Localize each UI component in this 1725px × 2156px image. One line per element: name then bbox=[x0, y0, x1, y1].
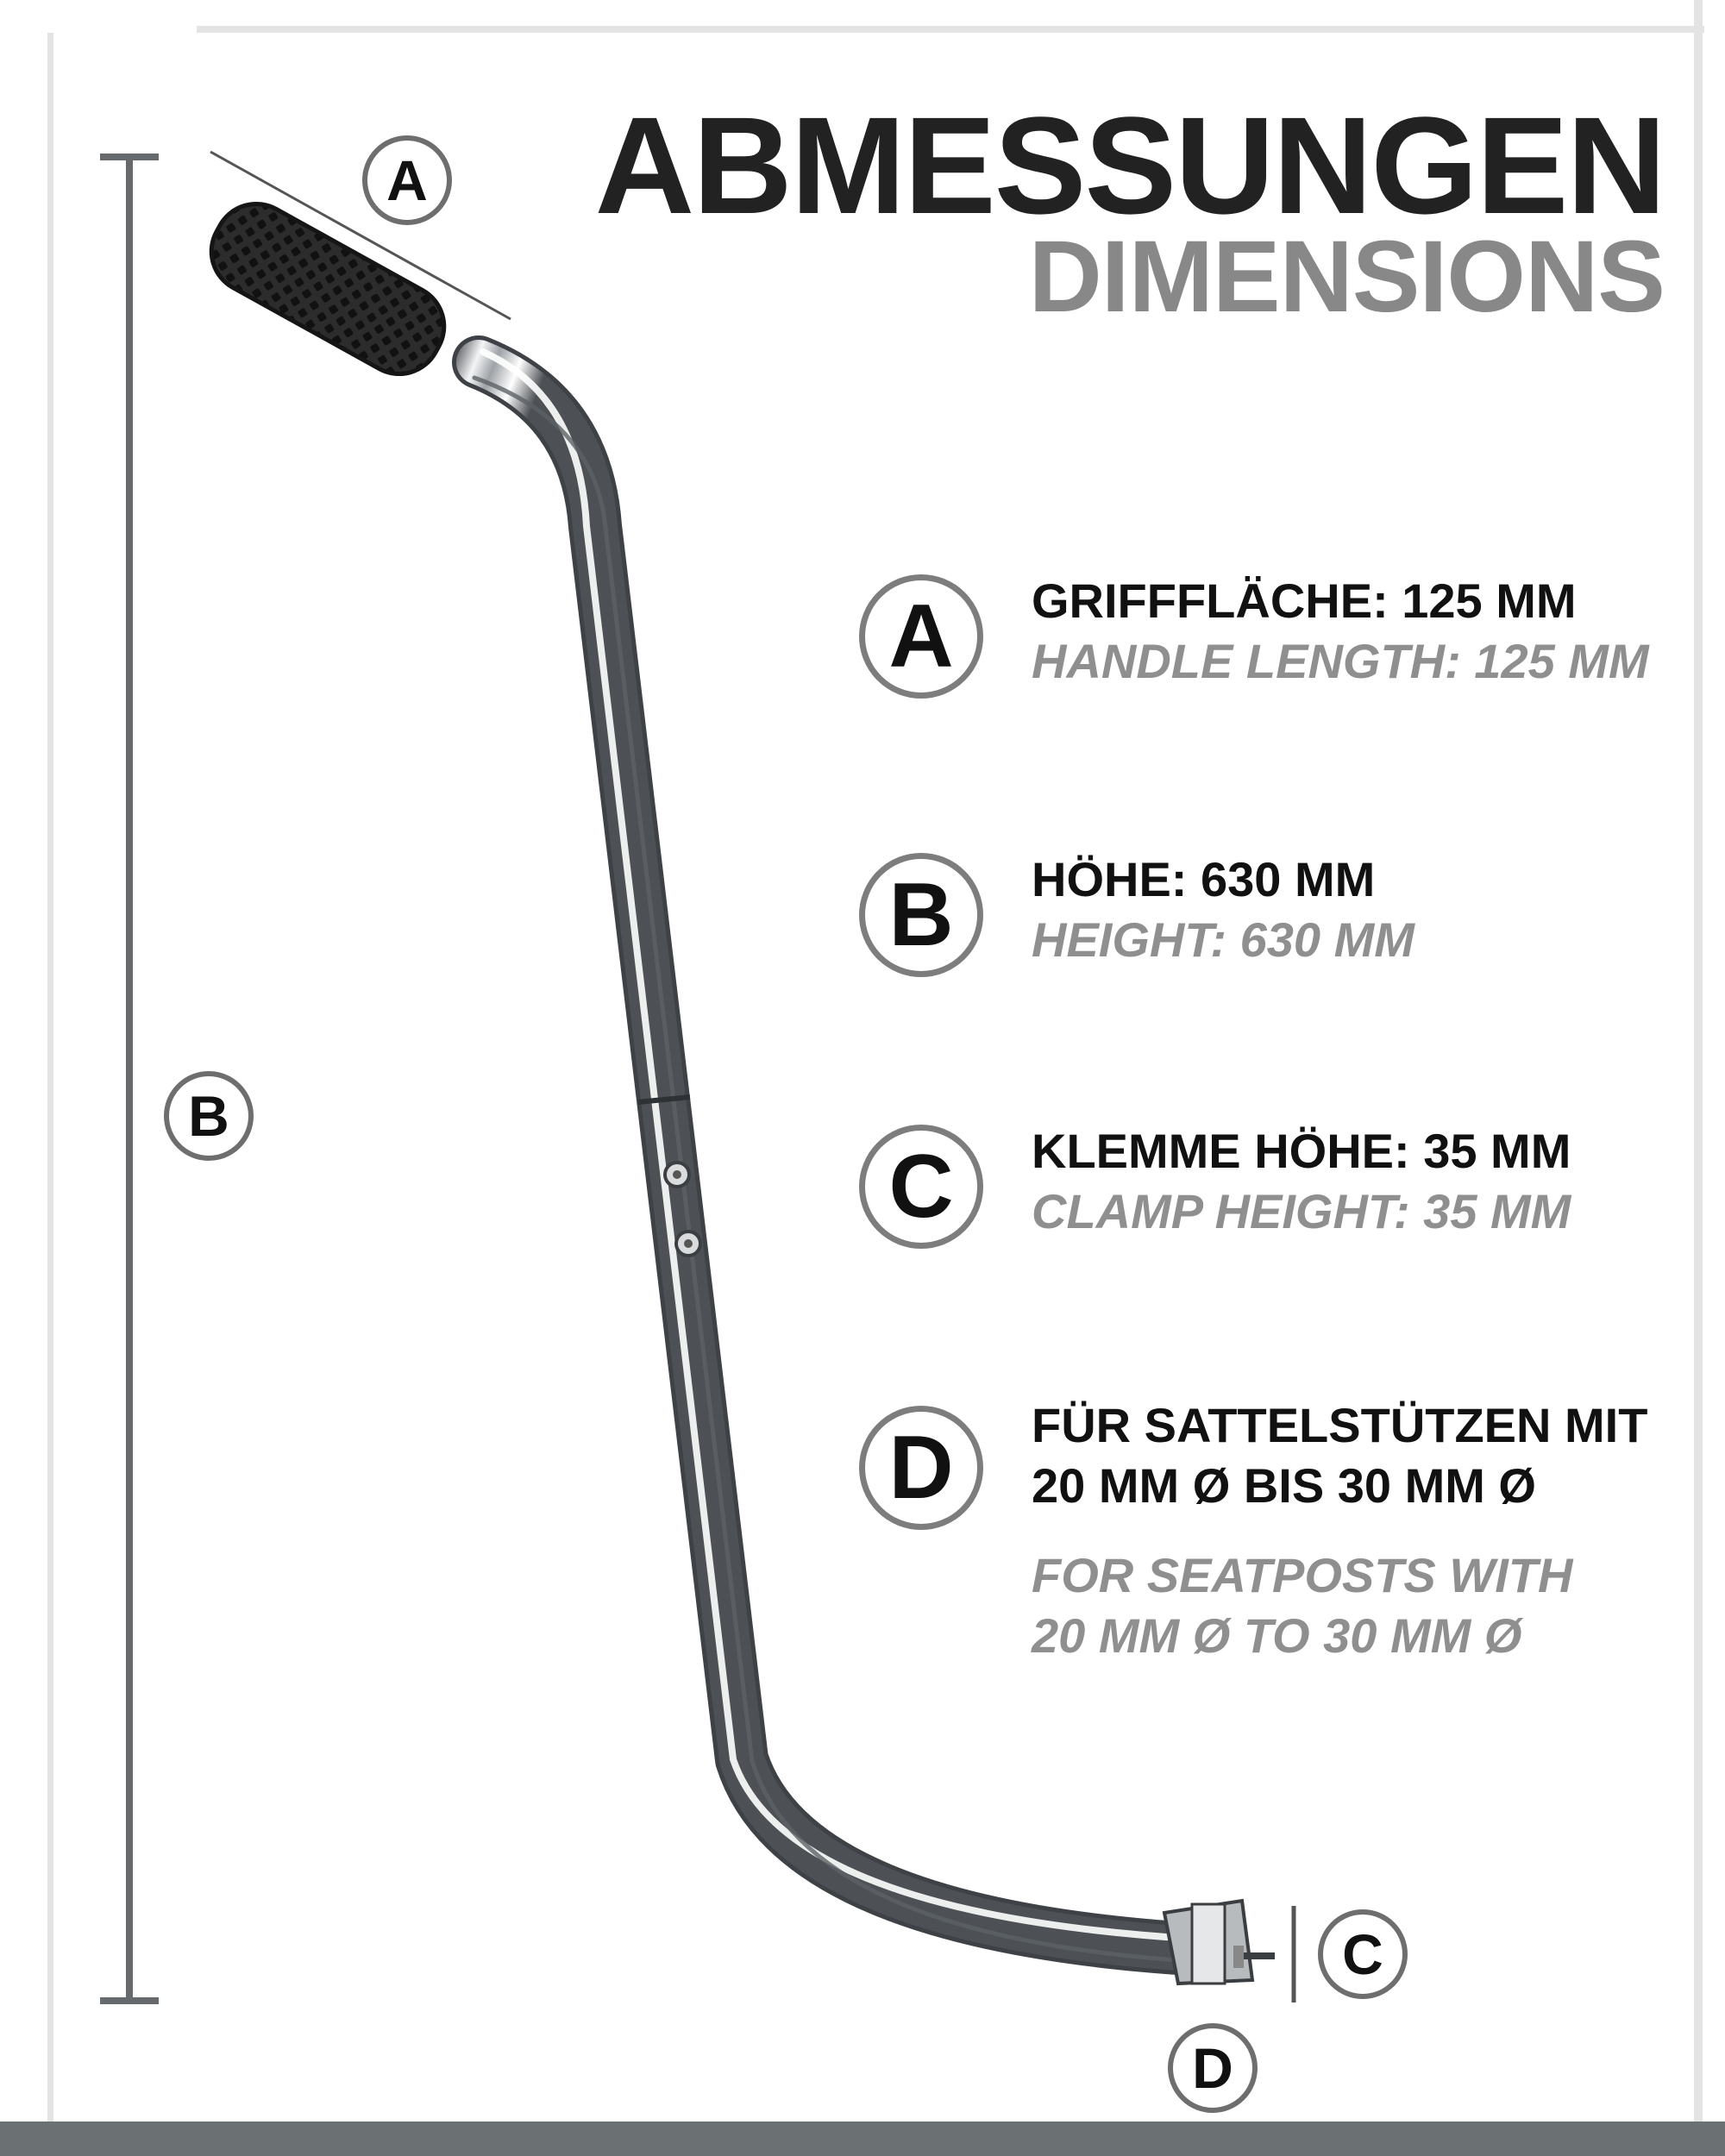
title-english: DIMENSIONS bbox=[1028, 220, 1665, 334]
spec-c-text bbox=[1032, 1121, 1571, 1242]
spec-b-german: HÖHE: 630 MM bbox=[1032, 852, 1376, 906]
spec-b-text bbox=[1032, 849, 1414, 970]
seatpost-clamp bbox=[1164, 1901, 1275, 1984]
spec-a-badge: A bbox=[859, 574, 983, 699]
spec-d-german-line1: FÜR SATTELSTÜTZEN MIT bbox=[1032, 1398, 1648, 1452]
marker-d: D bbox=[1168, 2023, 1258, 2113]
spec-b-badge: B bbox=[859, 853, 983, 977]
spec-a-text bbox=[1032, 571, 1649, 692]
spec-d-english-line2: 20 MM Ø TO 30 MM Ø bbox=[1032, 1608, 1522, 1663]
spec-a-english: HANDLE LENGTH: 125 MM bbox=[1032, 634, 1649, 688]
bottom-bar bbox=[0, 2122, 1725, 2156]
spec-a-german: GRIFFFLÄCHE: 125 MM bbox=[1032, 573, 1577, 628]
spec-c-german: KLEMME HÖHE: 35 MM bbox=[1032, 1124, 1571, 1178]
spec-c-badge: C bbox=[859, 1125, 983, 1249]
title-german: ABMESSUNGEN bbox=[594, 88, 1665, 242]
spec-d-badge: D bbox=[859, 1406, 983, 1530]
marker-a: A bbox=[362, 135, 452, 225]
spec-b-english: HEIGHT: 630 MM bbox=[1032, 912, 1414, 967]
marker-b: B bbox=[164, 1071, 254, 1161]
spec-d-english-line1: FOR SEATPOSTS WITH bbox=[1032, 1548, 1573, 1602]
spec-d-text bbox=[1032, 1395, 1647, 1666]
spec-d-german-line2: 20 MM Ø BIS 30 MM Ø bbox=[1032, 1458, 1536, 1513]
marker-c: C bbox=[1318, 1909, 1408, 1999]
dimension-line-b bbox=[100, 157, 159, 2001]
spec-c-english: CLAMP HEIGHT: 35 MM bbox=[1032, 1184, 1571, 1238]
